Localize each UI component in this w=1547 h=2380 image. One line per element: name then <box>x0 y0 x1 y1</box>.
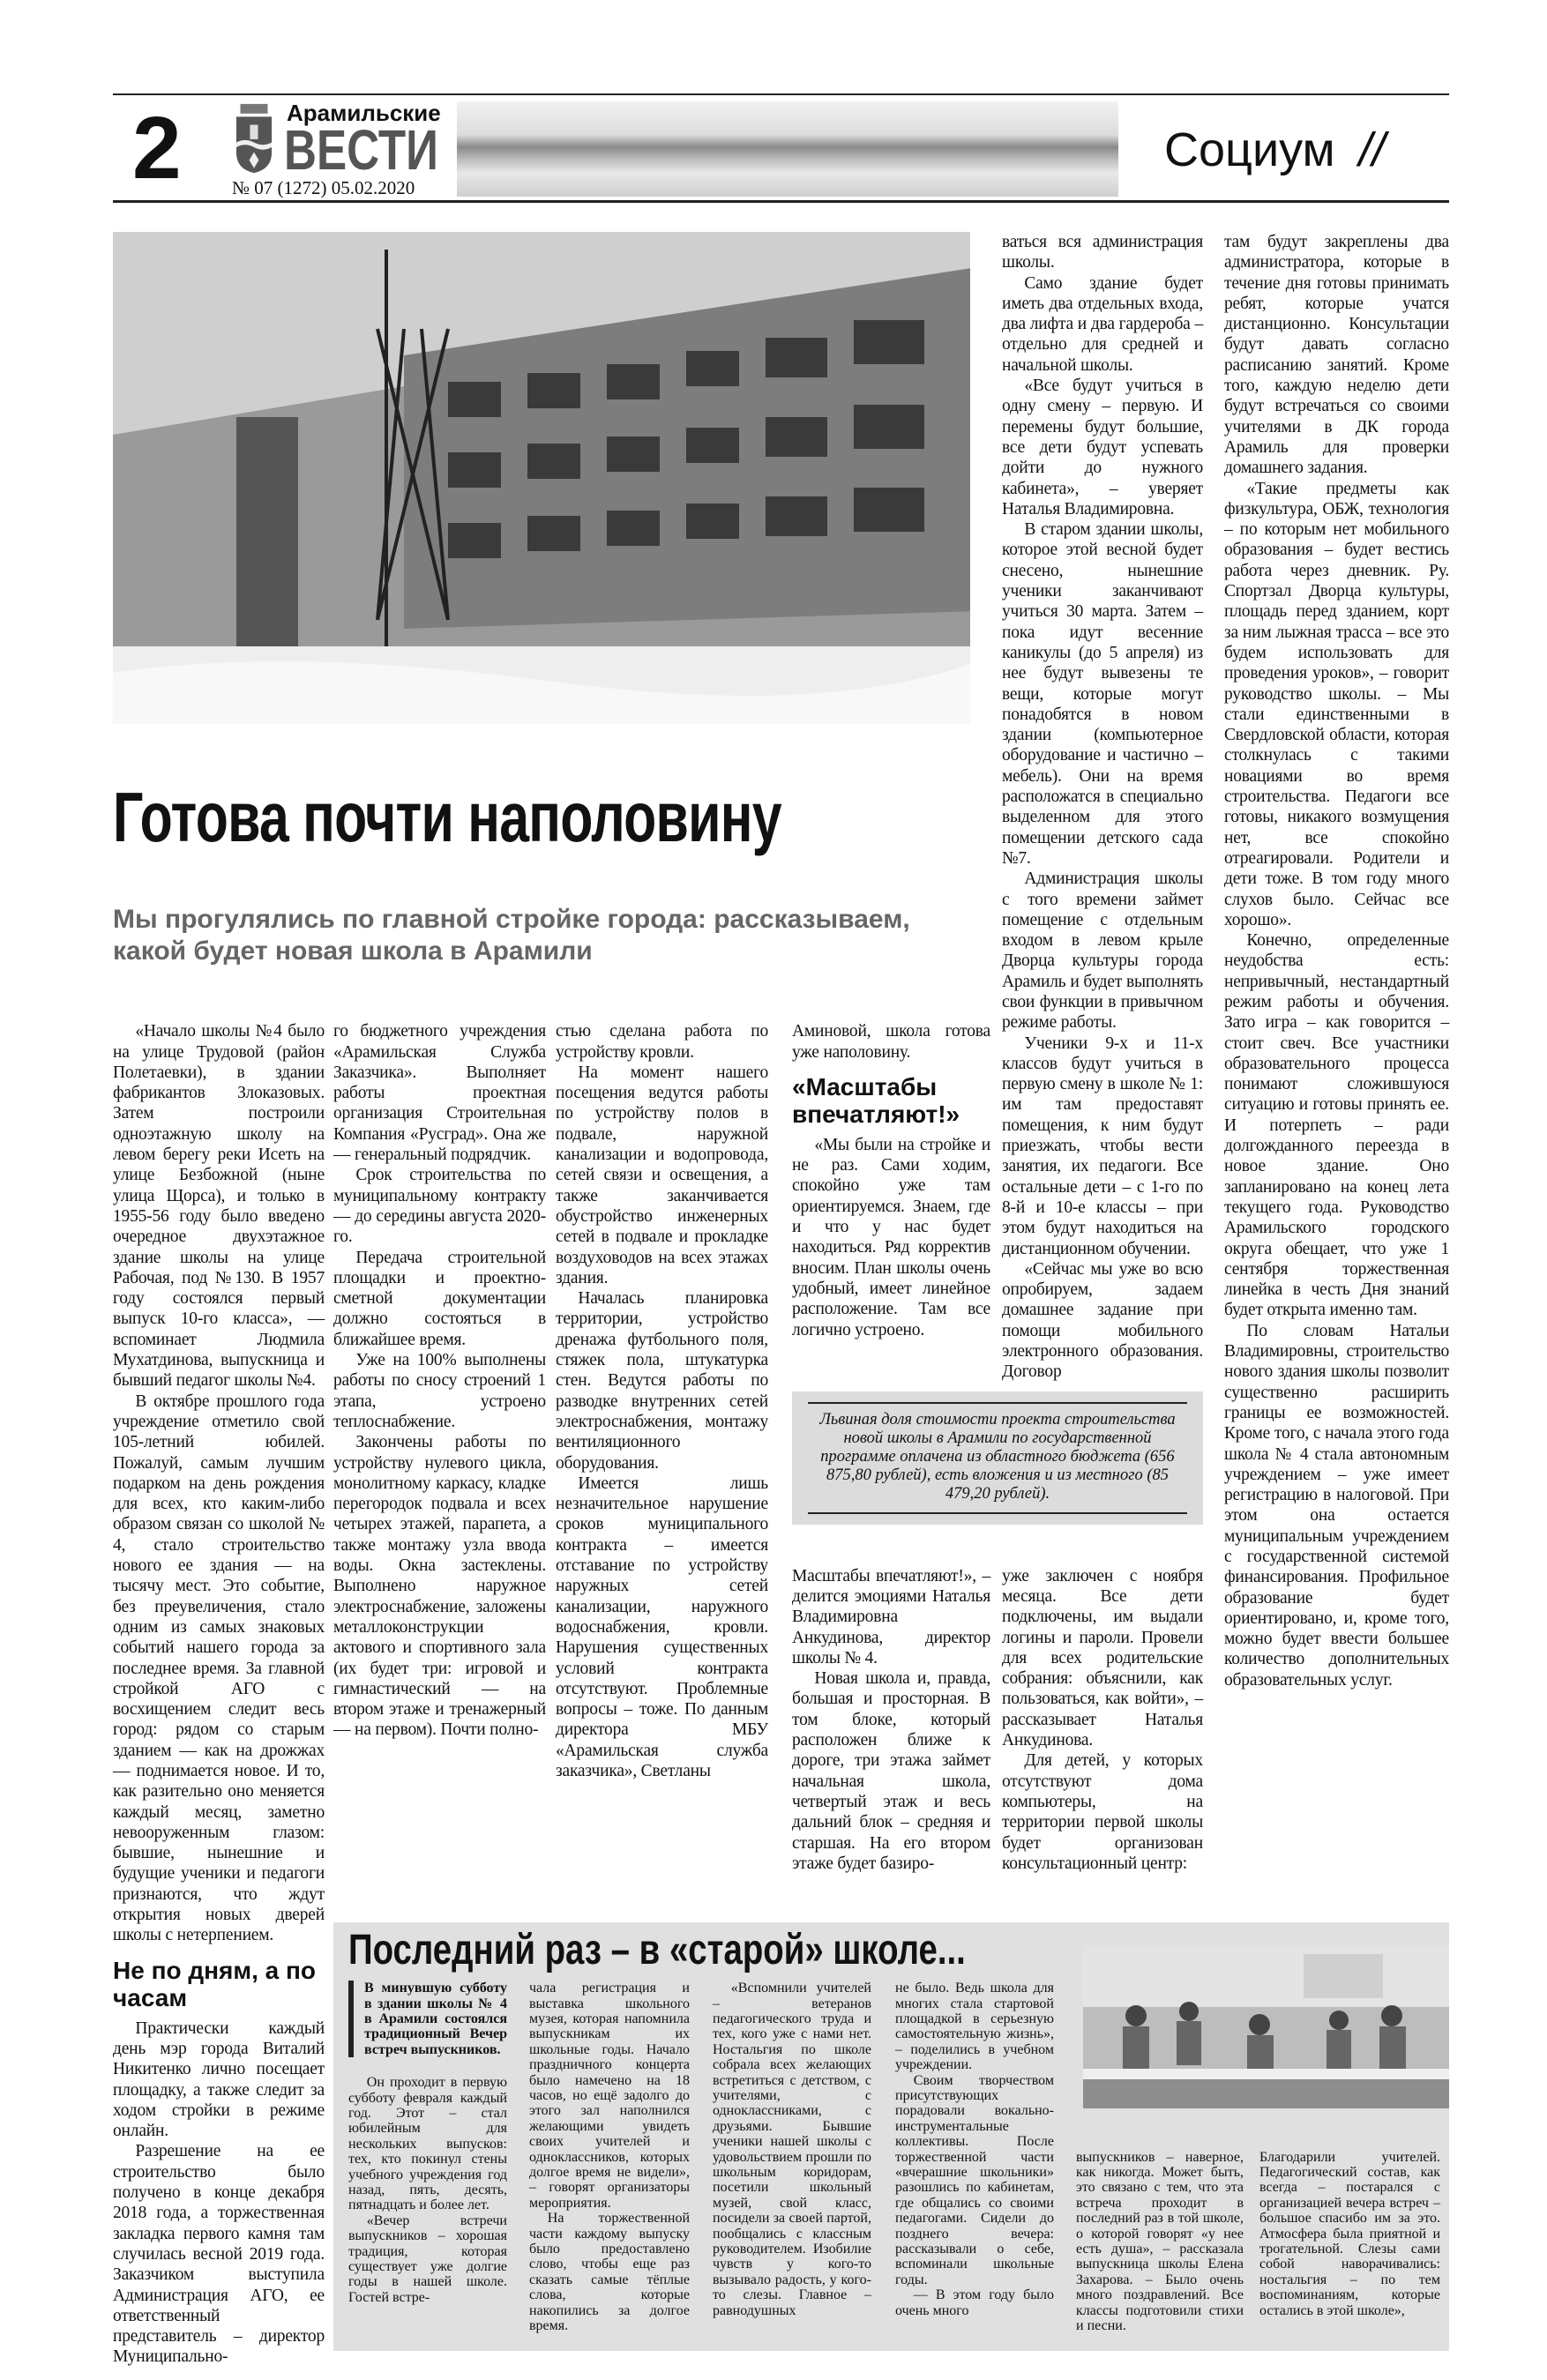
paragraph: Аминовой, школа готова уже наполовину. <box>792 1022 990 1062</box>
subheading: «Масштабы впечатляют!» <box>792 1072 960 1128</box>
second-column-1-group <box>348 1981 507 2305</box>
header-panorama-photo <box>457 101 1118 197</box>
paragraph: Уже на 100% выполнены работы по сносу строений 1 этапа, устроено теплоснабжение. <box>333 1351 546 1431</box>
paragraph: В старом здании школы, которое этой весной будет снесено, нынешние ученики заканчивают учиться 30 марта. Затем – пока идут весенние каникулы (до 5 апреля) из нее будут вывезены те вещи, которые могут понадобятся в новом здании (компьютерное оборудование и частично – мебель). Они на время расположатся в специально выделенном для этого помещении детского сада №7. <box>1002 520 1203 868</box>
paragraph: Масштабы впечатляют!», – делится эмоциями Наталья Владимировна Анкудинова, директор школы № 4. <box>792 1566 990 1667</box>
main-subheadline: Мы прогулялись по главной стройке города: рассказываем, какой будет новая школа в Арамили <box>113 904 910 966</box>
cost-callout-box <box>792 1391 1203 1525</box>
paragraph: Конечно, определенные неудобства есть: непривычный, нестандартный режим работы и обучения. Зато игра – как говорится – стоит свеч. Все участники образовательного процесса понимают сложившуюся ситуацию и готовы принять ее. И потерпеть – ради долгожданного переезда в новое здание. Оно запланировано на конец лета текущего года. Руководство Арамильского городского округа обещает, что уже 1 сентября торжественная линейка в честь Дня знаний будет открыта именно там. <box>1224 931 1449 1320</box>
paragraph: уже заключен с ноября месяца. Все дети подключены, им выдали логины и пароли. Провели для всех родительские собрания: объяснили, как пользоваться, как войти», – рассказывает Наталья Анкудинова. <box>1002 1566 1203 1750</box>
subheading: Не по дням, а по часам <box>113 1956 317 2011</box>
paragraph: там будут закреплены два администратора, которые в течение дня готовы принимать ребят, которые учатся дистанционно. Консультации будут давать согласно расписанию занятий. Кроме того, каждую неделю дети будут встречаться со своими учителями в ДК города Арамиль для проверки домашнего задания. <box>1224 233 1449 478</box>
paragraph: «Все будут учиться в одну смену – первую. И перемены будут большие, все дети будут успевать дойти до нужного кабинета», – уверяет Наталья Владимировна. <box>1002 377 1203 519</box>
issue-info: № 07 (1272) 05.02.2020 <box>232 177 415 198</box>
paragraph: На момент нашего посещения ведутся работы по устройству полов в подвале, наружной канализации и водопровода, сетей связи и освещения, а также заканчивается обустройство инженерных сетей в подвале и прокладке воздуховодов на всех этажах здания. <box>556 1063 768 1287</box>
main-column-6 <box>1224 232 1449 1690</box>
paragraph: Разрешение на ее строительство было получено в конце декабря 2018 года, а торжественная закладка первого камня там случилась весной 2019 года. Заказчиком выступила Администрация АГО, ее ответственный представитель – директор Муниципально- <box>113 2142 325 2367</box>
paragraph: «Вечер встречи выпускников – хорошая традиция, которая существует уже долгие годы в нашей школе. Гостей встре- <box>348 2212 507 2305</box>
section-label: Социум <box>1164 123 1335 176</box>
paragraph: Ученики 9-х и 11-х классов будут учиться в первую смену в школе № 1: им там предоставят помещения, к ним будут приезжать, чтобы вести занятия, их педагоги. Все остальные дети – с 1-го по 8-й и 10-е классы – при этом будут находиться на дистанционном обучении. <box>1002 1033 1203 1258</box>
second-column-2 <box>529 1981 690 2333</box>
paragraph: Он проходит в первую субботу февраля каждый год. Этот – стал юбилейным для нескольких выпусков: тех, кто покинул стены учебного учреждения год назад, пять, десять, пятнадцать и более лет. <box>348 2075 507 2213</box>
paragraph: По словам Натальи Владимировны, строительство нового здания школы позволит существенно расширить границы ее возможностей. Кроме того, с начала этого года школа № 4 стала автономным учреждением – уже имеет регистрацию в налоговой. При этом она остается муниципальным учреждением с государственной системой финансирования. Профильное образование будет ориентировано, и, кроме того, можно будет ввести большее количество дополнительных образовательных услуг. <box>1224 1321 1449 1690</box>
brand-name-top: Арамильские <box>287 100 441 126</box>
paragraph: Срок строительства по муниципальному контракту — до середины августа 2020-го. <box>333 1166 546 1247</box>
paragraph: «Мы были на стройке и не раз. Сами ходим, спокойно уже там ориентируемся. Знаем, где и что у нас будет находиться. Ряд корректив вносим. План школы очень удобный, имеет линейное расположение. Там все логично устроено. <box>792 1135 990 1339</box>
main-article <box>113 232 1449 2380</box>
paragraph: Закончены работы по устройству нулевого цикла, монолитному каркасу, кладке перегородок подвала и всех четырех этажей, парапета, а также монтажу узла ввода воды. Окна застеклены. Выполнено наружное электроснабжение, заложены металлоконструкции актового и спортивного зала (их будет три: игровой и гимнастический — на втором этаже и тренажерный — на первом). Почти полно- <box>333 1433 546 1740</box>
paragraph: не было. Ведь школа для многих стала стартовой площадкой в серьезную самостоятельную жизнь», – поделились в учебном учреждении. <box>895 1981 1054 2073</box>
header-bottom-rule <box>113 200 1449 203</box>
main-column-2 <box>333 1021 546 1740</box>
brand-name-main: ВЕСТИ <box>284 118 438 182</box>
second-article <box>333 1922 1449 2351</box>
paragraph: ваться вся администрация школы. <box>1002 233 1203 272</box>
paragraph: го бюджетного учреждения «Арамильская Служба Заказчика». Выполняет работы проектная организация Строительная Компания «Русград». Она же — генеральный подрядчик. <box>333 1022 546 1165</box>
main-column-3 <box>556 1021 768 1781</box>
main-column-4 <box>792 1021 990 1340</box>
main-column-1 <box>113 1021 325 2367</box>
main-column-5-continued <box>1002 1566 1203 1874</box>
main-headline: Готова почти наполовину <box>113 777 781 856</box>
paragraph: «Сейчас мы уже во всю опробируем, задаем домашнее задание при помощи мобильного электронного образования. Договор <box>1002 1259 1203 1382</box>
main-column-4-continued <box>792 1566 990 1874</box>
second-article-headline: Последний раз – в «старой» школе... <box>348 1927 966 1974</box>
paragraph: Передача строительной площадки и проектно-сметной документации должно состояться в ближайшее время. <box>333 1248 546 1349</box>
second-column-1 <box>348 2075 507 2305</box>
second-column-5 <box>1076 2150 1244 2334</box>
paragraph: Своим творчеством присутствующих порадовали вокально-инструментальные коллективы. После торжественной части «вчерашние школьники» разошлись по кабинетам, где общались со своими педагогами. Сидели до позднего вечера: рассказывали о себе, вспоминали школьные годы. <box>895 2072 1054 2287</box>
paragraph: В октябре прошлого года учреждение отметило свой 105-летний юбилей. Пожалуй, самым лучшим подарком на день рождения для всех, кто каким-либо образом связан со школой № 4, стало строительство нового ее здания — на тысячу мест. Это событие, без преувеличения, стало одним из самых знаковых событий нашего города за последнее время. За главной стройкой АГО с восхищением следит весь город: рядом со старым зданием — как на дрожжах — поднимается новое. И то, как разительно оно меняется каждый месяц, заметно невооруженным глазом: бывшие, нынешние и будущие ученики и педагоги признаются, что ждут открытия новых дверей школы с нетерпением. <box>113 1391 325 1945</box>
paragraph: Началась планировка территории, устройство дренажа футбольного поля, стяжек пола, штукатурка стен. Ведутся работы по разводке внутренних сетей электроснабжения, монтажу вентиляционного оборудования. <box>556 1289 768 1473</box>
main-column-5 <box>1002 232 1203 1383</box>
paragraph: Администрация школы с того времени займет помещение с отдельным входом в левом крыле Дворца культуры города Арамиль и будет выполнять свои функции в привычном режиме работы. <box>1002 869 1203 1033</box>
paragraph: — В этом году было очень много <box>895 2287 1054 2318</box>
paragraph: На торжественной части каждому выпуску было предоставлено слово, чтобы еще раз сказать самые тёплые слова, которые накопились за долгое время. <box>529 2211 690 2334</box>
coat-of-arms-icon <box>232 102 276 175</box>
paragraph: выпускников – наверное, как никогда. Может быть, это связано с тем, что эта встреча проходит в последний раз в той школе, о которой говорят «у нее есть душа», – рассказала выпускница школы Елена Захарова. – Было очень много поздравлений. Все классы подготовили стихи и песни. <box>1076 2149 1244 2334</box>
paragraph: Для детей, у которых отсутствуют дома компьютеры, на территории первой школы будет организован консультационный центр: <box>1002 1751 1203 1873</box>
paragraph: Практически каждый день мэр города Виталий Никитенко лично посещает площадку, а также следит за ходом стройки в режиме онлайн. <box>113 2018 325 2141</box>
page-number: 2 <box>132 99 182 198</box>
paragraph: Само здание будет иметь два отдельных входа, два лифта и два гардероба – отдельно для средней и начальной школы. <box>1002 273 1203 375</box>
cost-callout-text: Львиная доля стоимости проекта строительства новой школы в Арамили по государственной программе оплачена из областного бюджета (656 875,80 рублей), есть вложения и из местного (85 479,20 рублей). <box>808 1402 1187 1514</box>
paragraph: Благодарили учителей. Педагогический состав, как всегда – постарался с организацией вечера встреч – большое спасибо им за это. Атмосфера была приятной и трогательной. Слезы сами собой наворачивались: ностальгия – по тем воспоминаниям, которые остались в этой школе», <box>1259 2149 1440 2318</box>
paragraph: стью сделана работа по устройству кровли. <box>556 1022 768 1062</box>
second-column-6 <box>1259 2150 1440 2318</box>
section-title <box>1164 123 1386 176</box>
paragraph: «Такие предметы как физкультура, ОБЖ, технология – по которым нет мобильного образования – будет вестись работа через дневник. Ру. Спортзал Дворца культуры, площадь перед зданием, корт за ним лыжная трасса – все это будем использовать для проведения уроков», – говорит руководство школы. – Мы стали единственными в Свердловской области, которая столкнулась с такими новациями во время строительства. Педагоги все готовы, никакого возмущения нет, все спокойно отреагировали. Родители и дети тоже. В том году много слухов было. Сейчас все хорошо». <box>1224 479 1449 929</box>
paragraph: Имеется лишь незначительное нарушение сроков муниципального контракта – имеется отставание по устройству наружных сетей канализации, наружного водоснабжения, кровли. Нарушения существенных условий контракта отсутствуют. Проблемные вопросы – тоже. По данным директора МБУ «Арамильская служба заказчика», Светланы <box>556 1474 768 1780</box>
paragraph: чала регистрация и выставка школьного музея, которая напомнила выпускникам их школьные годы. Начало праздничного концерта было намечено на 18 часов, но ещё задолго до этого зал наполнился желающими увидеть своих учителей и одноклассников, которых долгое время не видели», – говорят организаторы мероприятия. <box>529 1981 690 2211</box>
paragraph: Новая школа и, правда, большая и просторная. В том блоке, который расположен ближе к дороге, три этажа займет начальная школа, четвертый этаж и весь дальний блок – средняя и старшая. На его втором этаже будет базиро- <box>792 1669 990 1873</box>
second-column-3 <box>713 1981 871 2318</box>
header-top-rule <box>113 93 1449 95</box>
second-column-4 <box>895 1981 1054 2318</box>
paragraph: «Начало школы №4 было на улице Трудовой (район Полетаевки), в здании фабрикантов Злоказовых. Затем построили одноэтажную школу на левом берегу реки Исеть на улице Безбожной (ныне улица Щорса), и только в 1955-56 году было введено очередное двухэтажное здание школы на улице Рабочая, под №130. В 1957 году состоялся первый выпуск 10-го класса», — вспоминает Людмила Мухатдинова, выпускница и бывший педагог школы №4. <box>113 1022 325 1391</box>
construction-photo <box>113 232 970 724</box>
paragraph: «Вспомнили учителей – ветеранов педагогического труда и тех, кого уже с нами нет. Ностальгия по школе собрала всех желающих встретиться с детством, с учителями, с одноклассниками, с друзьями. Бывшие ученики нашей школы с удовольствием прошли по школьным коридорам, посетили школьный музей, свой класс, посидели за своей партой, пообщались с классным руководителем. Изобилие чувств у кого-то вызывало радость, у кого-то слезы. Главное – равнодушных <box>713 1981 871 2318</box>
second-article-lead: В минувшую субботу в здании школы № 4 в Арамили состоялся традиционный Вечер встреч выпускников. <box>348 1981 507 2057</box>
alumni-evening-photo <box>1083 1945 1449 2108</box>
section-slashes: // <box>1358 123 1386 176</box>
